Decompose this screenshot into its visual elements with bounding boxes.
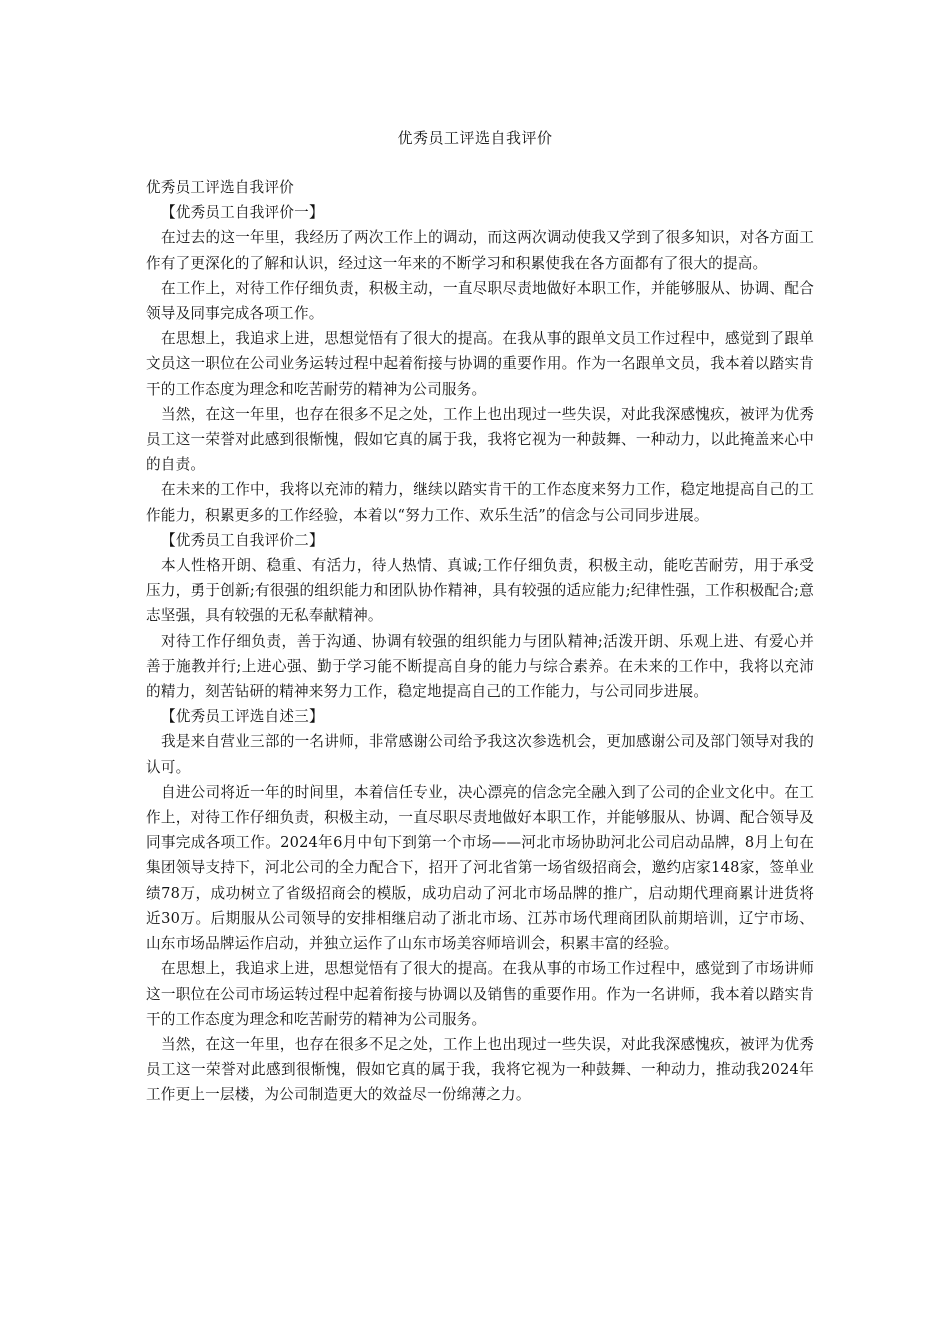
paragraph: 自进公司将近一年的时间里，本着信任专业，决心漂亮的信念完全融入到了公司的企业文化中。在工作上，对待工作仔细负责，积极主动，一直尽职尽责地做好本职工作，并能够服从、协调、配合领导及同事完成各项工作。2024年6月中旬下到第一个市场——河北市场协助河北公司启动品牌，8月上旬在集团领导支持下，河北公司的全力配合下，招开了河北省第一场省级招商会，邀约店家148家，签单业绩78万，成功树立了省级招商会的模版，成功启动了河北市场品牌的推广，启动期代理商累计进货将近30万。后期服从公司领导的安排相继启动了浙北市场、江苏市场代理商团队前期培训，辽宁市场、山东市场品牌运作启动，并独立运作了山东市场美容师培训会，积累丰富的经验。: [146, 783, 814, 953]
paragraph: 我是来自营业三部的一名讲师，非常感谢公司给予我这次参选机会，更加感谢公司及部门领导对我的认可。: [146, 733, 814, 776]
paragraph: 本人性格开朗、稳重、有活力，待人热情、真诚;工作仔细负责，积极主动，能吃苦耐劳，用于承受压力，勇于创新;有很强的组织能力和团队协作精神，具有较强的适应能力;纪律性强，工作积极配合;意志坚强，具有较强的无私奉献精神。: [146, 557, 814, 625]
paragraph: 在未来的工作中，我将以充沛的精力，继续以踏实肯干的工作态度来努力工作，稳定地提高自己的工作能力，积累更多的工作经验，本着以“努力工作、欢乐生活”的信念与公司同步进展。: [146, 481, 814, 524]
document-subtitle: 优秀员工评选自我评价: [146, 179, 294, 196]
paragraph: 对待工作仔细负责，善于沟通、协调有较强的组织能力与团队精神;活泼开朗、乐观上进、有爱心并善于施教并行;上进心强、勤于学习能不断提高自身的能力与综合素养。在未来的工作中，我将以充沛的精力，刻苦钻研的精神来努力工作，稳定地提高自己的工作能力，与公司同步进展。: [146, 632, 814, 701]
paragraph: 在过去的这一年里，我经历了两次工作上的调动，而这两次调动使我又学到了很多知识，对各方面工作有了更深化的了解和认识，经过这一年来的不断学习和积累使我在各方面都有了很大的提高。: [146, 229, 814, 272]
page-title: 优秀员工评选自我评价: [397, 129, 553, 147]
paragraph: 当然，在这一年里，也存在很多不足之处，工作上也出现过一些失误，对此我深感愧疚，被评为优秀员工这一荣誉对此感到很惭愧，假如它真的属于我，我将它视为一种鼓舞、一种动力，推动我2024年工作更上一层楼，为公司制造更大的效益尽一份绵薄之力。: [146, 1035, 814, 1104]
section-heading: 【优秀员工评选自述三】: [161, 708, 324, 726]
paragraph: 在思想上，我追求上进，思想觉悟有了很大的提高。在我从事的跟单文员工作过程中，感觉到了跟单文员这一职位在公司业务运转过程中起着衔接与协调的重要作用。作为一名跟单文员，我本着以踏实肯干的工作态度为理念和吃苦耐劳的精神为公司服务。: [146, 330, 814, 398]
paragraph: 在工作上，对待工作仔细负责，积极主动，一直尽职尽责地做好本职工作，并能够服从、协调、配合领导及同事完成各项工作。: [146, 279, 814, 323]
paragraph: 当然，在这一年里，也存在很多不足之处，工作上也出现过一些失误，对此我深感愧疚，被评为优秀员工这一荣誉对此感到很惭愧，假如它真的属于我，我将它视为一种鼓舞、一种动力，以此掩盖来心中的自责。: [146, 405, 814, 474]
document-body: [146, 175, 814, 1108]
paragraph: 在思想上，我追求上进，思想觉悟有了很大的提高。在我从事的市场工作过程中，感觉到了市场讲师这一职位在公司市场运转过程中起着衔接与协调以及销售的重要作用。作为一名讲师，我本着以踏实肯干的工作态度为理念和吃苦耐劳的精神为公司服务。: [146, 960, 814, 1028]
section-heading: 【优秀员工自我评价一】: [161, 204, 324, 222]
section-heading: 【优秀员工自我评价二】: [161, 531, 324, 549]
